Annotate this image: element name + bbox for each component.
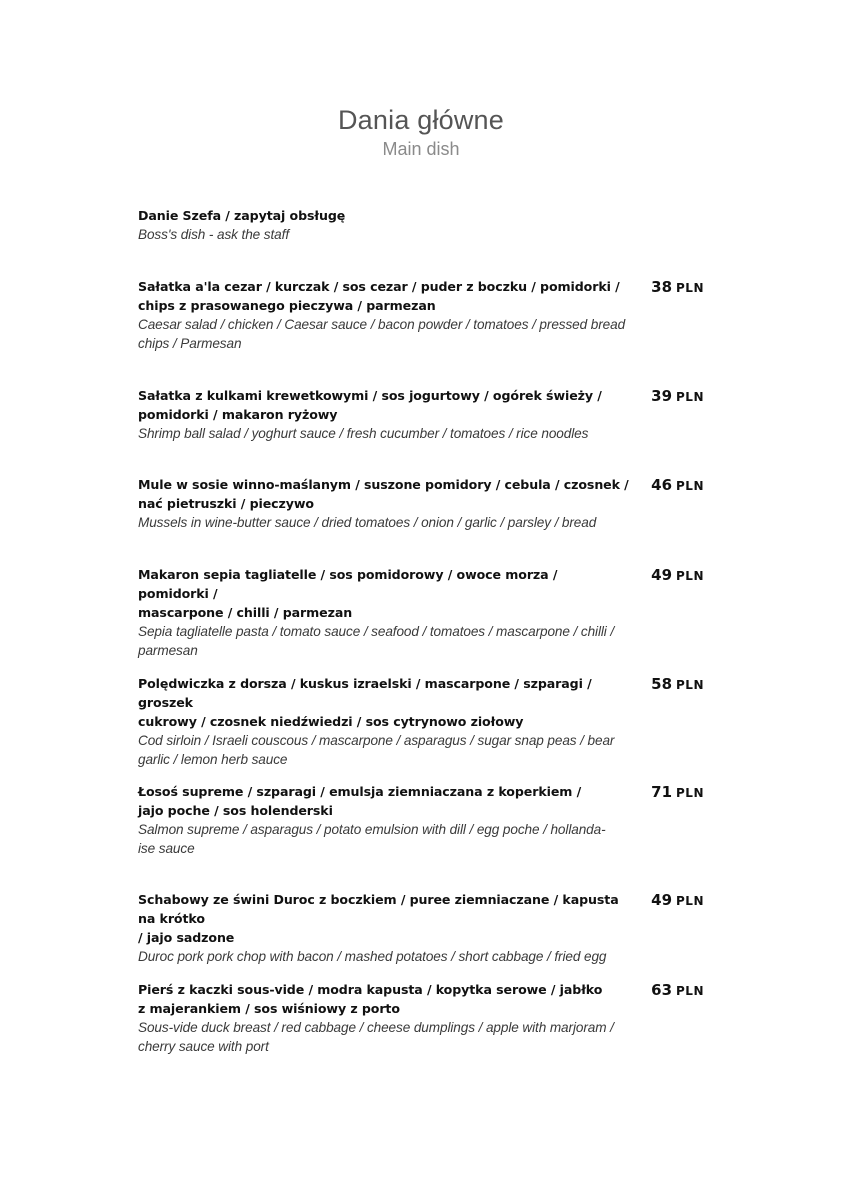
dish-name-en-line: Sous-vide duck breast / red cabbage / cheese dumplings / apple with marjoram / [138,1020,614,1035]
dish-name-en-line: chips / Parmesan [138,336,242,351]
dish-name-en [138,622,630,660]
menu-item-text [138,674,630,769]
price-currency: PLN [676,281,704,295]
dish-name-en-line: Shrimp ball salad / yoghurt sauce / fresh cucumber / tomatoes / rice noodles [138,426,589,441]
dish-name-en-line: Mussels in wine-butter sauce / dried tomatoes / onion / garlic / parsley / bread [138,515,597,530]
price-amount: 49 [651,566,673,584]
dish-name-en [138,1018,630,1056]
dish-name-pl-line: jajo poche / sos holenderski [138,803,333,818]
menu-item-text [138,206,630,244]
menu-item-text [138,277,630,353]
dish-name-pl-line: nać pietruszki / pieczywo [138,496,314,511]
page-subtitle: Main dish [382,139,460,159]
dish-name-pl [138,206,630,225]
dish-price [651,475,704,496]
dish-name-en-line: Caesar salad / chicken / Caesar sauce / bacon powder / tomatoes / pressed bread [138,317,626,332]
price-currency: PLN [676,569,704,583]
menu-item-text [138,890,630,966]
dish-name-en [138,225,630,244]
price-amount: 39 [651,387,673,405]
dish-name-pl-line: z majerankiem / sos wiśniowy z porto [138,1001,400,1016]
price-amount: 63 [651,981,673,999]
menu-item [138,206,704,244]
page-header [0,104,842,160]
dish-name-en-line: garlic / lemon herb sauce [138,752,288,767]
price-amount: 71 [651,783,673,801]
dish-price [651,890,704,911]
dish-name-pl-line: Sałatka z kulkami krewetkowymi / sos jogurtowy / ogórek świeży / [138,388,602,403]
menu-item [138,565,704,660]
dish-name-en-line: Boss's dish - ask the staff [138,227,289,242]
dish-name-en [138,731,630,769]
dish-name-pl-line: Łosoś supreme / szparagi / emulsja ziemniaczana z koperkiem / [138,784,582,799]
dish-name-pl [138,386,630,424]
dish-name-en-line: Duroc pork pork chop with bacon / mashed potatoes / short cabbage / fried egg [138,949,607,964]
dish-name-en [138,947,630,966]
dish-name-en-line: Salmon supreme / asparagus / potato emulsion with dill / egg poche / hollanda- [138,822,606,837]
dish-price [651,782,704,803]
menu-item [138,475,704,532]
menu-item-text [138,475,630,532]
dish-name-pl-line: Polędwiczka z dorsza / kuskus izraelski / mascarpone / szparagi / groszek [138,676,592,710]
dish-price [651,386,704,407]
dish-name-pl-line: cukrowy / czosnek niedźwiedzi / sos cytrynowo ziołowy [138,714,524,729]
menu-item [138,386,704,443]
dish-price [651,980,704,1001]
menu-item [138,980,704,1056]
dish-name-en-line: ise sauce [138,841,195,856]
dish-name-pl [138,980,630,1018]
dish-name-pl [138,890,630,947]
price-currency: PLN [676,984,704,998]
dish-name-pl-line: Pierś z kaczki sous-vide / modra kapusta / kopytka serowe / jabłko [138,982,603,997]
dish-price [651,565,704,586]
page-title: Dania główne [337,105,504,135]
dish-name-pl-line: Schabowy ze świni Duroc z boczkiem / puree ziemniaczane / kapusta na krótko [138,892,619,926]
menu-item [138,782,704,858]
price-currency: PLN [676,390,704,404]
dish-price [651,277,704,298]
dish-name-pl-line: mascarpone / chilli / parmezan [138,605,353,620]
dish-name-pl-line: Makaron sepia tagliatelle / sos pomidorowy / owoce morza / pomidorki / [138,567,558,601]
menu-item-text [138,565,630,660]
dish-name-pl-line: Mule w sosie winno-maślanym / suszone pomidory / cebula / czosnek / [138,477,629,492]
dish-name-en-line: parmesan [138,643,198,658]
dish-name-pl-line: Sałatka a'la cezar / kurczak / sos cezar / puder z boczku / pomidorki / [138,279,620,294]
dish-price [651,674,704,695]
dish-name-pl [138,475,630,513]
dish-name-pl-line: Danie Szefa / zapytaj obsługę [138,208,346,223]
menu-item-text [138,980,630,1056]
dish-name-en-line: Sepia tagliatelle pasta / tomato sauce / seafood / tomatoes / mascarpone / chilli / [138,624,615,639]
menu-item-text [138,386,630,443]
price-amount: 58 [651,675,673,693]
price-currency: PLN [676,786,704,800]
price-currency: PLN [676,678,704,692]
dish-name-en [138,513,630,532]
dish-name-en [138,315,630,353]
dish-name-pl [138,782,630,820]
price-currency: PLN [676,479,704,493]
menu-item [138,277,704,353]
dish-name-en [138,424,630,443]
price-amount: 49 [651,891,673,909]
dish-name-en [138,820,630,858]
dish-name-en-line: cherry sauce with port [138,1039,269,1054]
dish-name-pl [138,565,630,622]
price-amount: 38 [651,278,673,296]
dish-name-en-line: Cod sirloin / Israeli couscous / mascarpone / asparagus / sugar snap peas / bear [138,733,615,748]
dish-name-pl-line: pomidorki / makaron ryżowy [138,407,338,422]
menu-item [138,674,704,769]
dish-name-pl [138,674,630,731]
dish-name-pl [138,277,630,315]
menu-item-text [138,782,630,858]
menu-item [138,890,704,966]
dish-name-pl-line: chips z prasowanego pieczywa / parmezan [138,298,436,313]
price-currency: PLN [676,894,704,908]
dish-name-pl-line: / jajo sadzone [138,930,235,945]
price-amount: 46 [651,476,673,494]
